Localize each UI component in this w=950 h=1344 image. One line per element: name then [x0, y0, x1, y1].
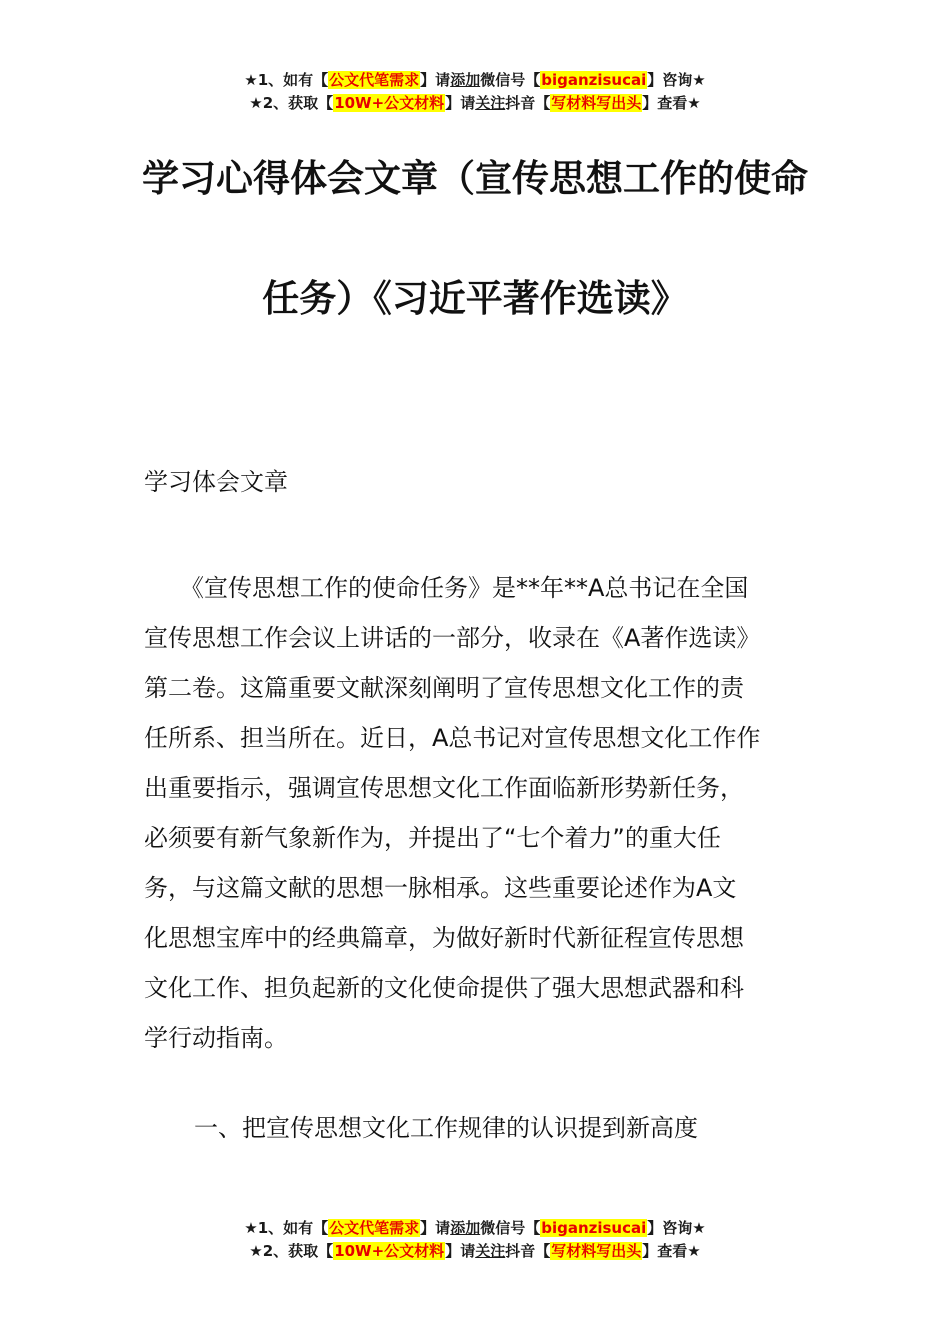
paragraph-line: 化思想宝库中的经典篇章，为做好新时代新征程宣传思想 [144, 924, 744, 952]
ad-highlight-wechat-id: biganzisucai [541, 1219, 647, 1237]
paragraph-line: 出重要指示，强调宣传思想文化工作面临新形势新任务， [144, 774, 744, 802]
header-ad-banner [0, 69, 950, 115]
ad-highlight-materials: 10W+公文材料 [334, 94, 445, 112]
ad-highlight-douyin: 写材料写出头 [551, 1242, 642, 1260]
ad-line-1-suffix: 】咨询★ [647, 1219, 706, 1237]
ad-line-1-prefix: ★1、如有【 [244, 71, 329, 89]
ad-line-2-mid: 】请 [445, 1242, 476, 1260]
ad-line-1 [0, 1217, 950, 1240]
ad-line-1-mid: 】请 [420, 71, 451, 89]
document-title-line-2: 任务）《习近平著作选读》 [262, 277, 688, 320]
ad-line-1-prefix: ★1、如有【 [244, 1219, 329, 1237]
document-subheading: 学习体会文章 [144, 468, 288, 496]
ad-line-2-mid2: 抖音【 [505, 94, 551, 112]
ad-line-1 [0, 69, 950, 92]
paragraph-line: 《宣传思想工作的使命任务》是**年**A总书记在全国 [144, 574, 749, 602]
ad-emphasis-follow: 关注 [475, 94, 506, 112]
ad-line-2 [0, 92, 950, 115]
ad-line-2 [0, 1240, 950, 1263]
paragraph-line: 任所系、担当所在。近日，A总书记对宣传思想文化工作作 [144, 724, 761, 752]
ad-highlight-douyin: 写材料写出头 [551, 94, 642, 112]
ad-highlight-service: 公文代笔需求 [329, 71, 420, 89]
ad-line-1-mid2: 微信号【 [480, 1219, 541, 1237]
document-title-line-1: 学习心得体会文章（宣传思想工作的使命 [142, 157, 808, 200]
ad-highlight-wechat-id: biganzisucai [541, 71, 647, 89]
ad-line-1-mid2: 微信号【 [480, 71, 541, 89]
section-heading-1: 一、把宣传思想文化工作规律的认识提到新高度 [194, 1114, 698, 1142]
ad-line-2-mid: 】请 [445, 94, 476, 112]
ad-emphasis-follow: 关注 [475, 1242, 506, 1260]
paragraph-line: 学行动指南。 [144, 1024, 288, 1052]
paragraph-line: 必须要有新气象新作为，并提出了“七个着力”的重大任 [144, 824, 721, 852]
body-paragraph [144, 563, 814, 1063]
ad-line-2-prefix: ★2、获取【 [249, 1242, 334, 1260]
paragraph-line: 文化工作、担负起新的文化使命提供了强大思想武器和科 [144, 974, 744, 1002]
paragraph-line: 第二卷。这篇重要文献深刻阐明了宣传思想文化工作的责 [144, 674, 744, 702]
ad-line-1-mid: 】请 [420, 1219, 451, 1237]
ad-line-2-mid2: 抖音【 [505, 1242, 551, 1260]
paragraph-line: 宣传思想工作会议上讲话的一部分，收录在《A著作选读》 [144, 624, 761, 652]
ad-line-1-suffix: 】咨询★ [647, 71, 706, 89]
ad-emphasis-add: 添加 [450, 1219, 481, 1237]
ad-emphasis-add: 添加 [450, 71, 481, 89]
ad-highlight-service: 公文代笔需求 [329, 1219, 420, 1237]
ad-line-2-prefix: ★2、获取【 [249, 94, 334, 112]
ad-line-2-suffix: 】查看★ [642, 1242, 701, 1260]
paragraph-line: 务，与这篇文献的思想一脉相承。这些重要论述作为A文 [144, 874, 737, 902]
ad-highlight-materials: 10W+公文材料 [334, 1242, 445, 1260]
ad-line-2-suffix: 】查看★ [642, 94, 701, 112]
footer-ad-banner [0, 1217, 950, 1263]
